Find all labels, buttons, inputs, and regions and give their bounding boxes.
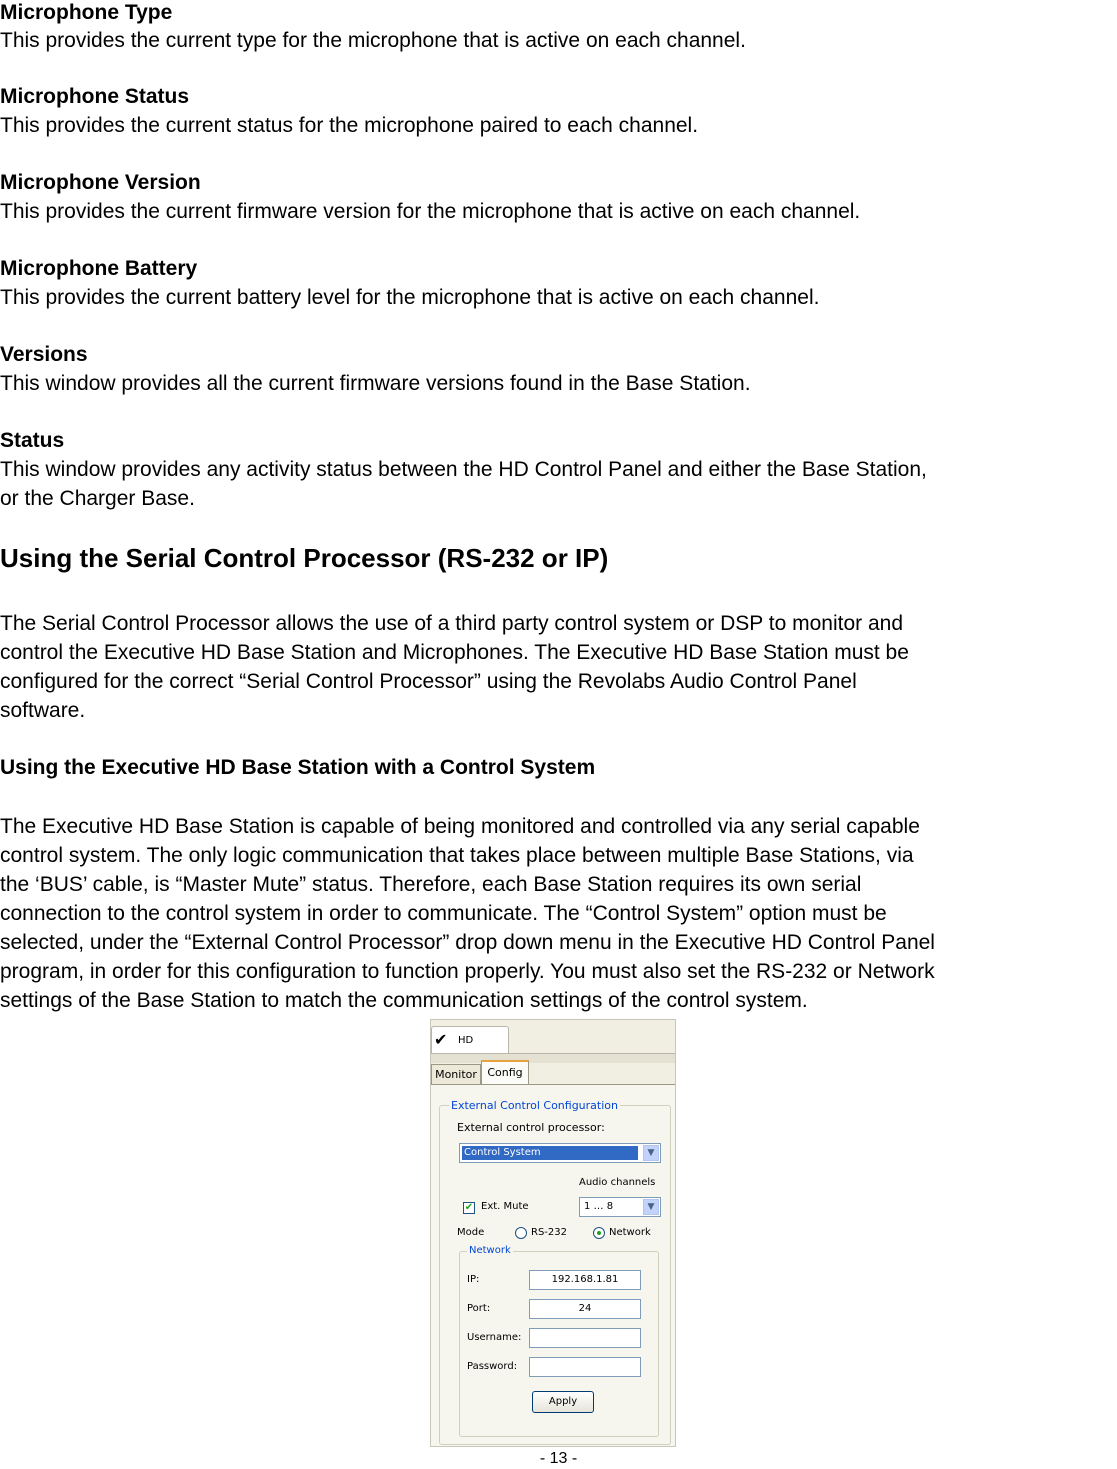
text-microphone-battery: This provides the current battery level for the microphone that is active on each channel.	[0, 286, 820, 309]
processor-select[interactable]	[459, 1143, 661, 1163]
audio-channels-label: Audio channels	[579, 1177, 656, 1188]
text-microphone-type: This provides the current type for the microphone that is active on each channel.	[0, 29, 746, 52]
heading-microphone-type: Microphone Type	[0, 1, 173, 24]
username-label: Username:	[467, 1332, 522, 1343]
apply-button[interactable]: Apply	[532, 1391, 594, 1413]
body-line: settings of the Base Station to match the communication settings of the control system.	[0, 989, 808, 1012]
chevron-down-icon: ▼	[643, 1145, 659, 1161]
tab-strip	[431, 1053, 676, 1063]
mode-label: Mode	[457, 1227, 485, 1238]
processor-value: Control System	[462, 1146, 638, 1160]
heading-microphone-status: Microphone Status	[0, 85, 190, 108]
section-title-serial: Using the Serial Control Processor (RS-232 or IP)	[0, 543, 609, 573]
tab-config[interactable]: Config	[481, 1060, 529, 1084]
checkmark-icon: ✔	[434, 1030, 448, 1049]
audio-channels-select[interactable]	[579, 1197, 661, 1217]
username-input[interactable]	[529, 1328, 641, 1348]
chevron-down-icon: ▼	[643, 1199, 659, 1215]
group-title: External Control Configuration	[451, 1099, 618, 1112]
hd-tab-label: HD	[458, 1035, 474, 1046]
text-versions: This window provides all the current firmware versions found in the Base Station.	[0, 372, 751, 395]
subheading-control-system: Using the Executive HD Base Station with a Control System	[0, 756, 596, 779]
heading-microphone-battery: Microphone Battery	[0, 257, 198, 280]
body-line: connection to the control system in order to communicate. The “Control System” option must be	[0, 902, 887, 925]
text-microphone-status: This provides the current status for the microphone paired to each channel.	[0, 114, 699, 137]
heading-versions: Versions	[0, 343, 88, 366]
body-line: selected, under the “External Control Processor” drop down menu in the Executive HD Control Panel	[0, 931, 935, 954]
processor-label: External control processor:	[457, 1121, 605, 1134]
audio-channels-value: 1 … 8	[584, 1201, 614, 1212]
intro-line: The Serial Control Processor allows the use of a third party control system or DSP to monitor and	[0, 612, 904, 635]
mode-network-label: Network	[609, 1227, 651, 1238]
mode-network-radio[interactable]	[593, 1227, 605, 1239]
port-label: Port:	[467, 1303, 491, 1314]
body-line: the ‘BUS’ cable, is “Master Mute” status. Therefore, each Base Station requires its own serial	[0, 873, 862, 896]
ip-input[interactable]: 192.168.1.81	[529, 1270, 641, 1290]
ip-label: IP:	[467, 1274, 480, 1285]
mode-rs232-radio[interactable]	[515, 1227, 527, 1239]
intro-line: configured for the correct “Serial Control Processor” using the Revolabs Audio Control Panel	[0, 670, 857, 693]
intro-line: control the Executive HD Base Station and Microphones. The Executive HD Base Station must be	[0, 641, 909, 664]
body-line: control system. The only logic communication that takes place between multiple Base Stations, via	[0, 844, 914, 867]
text-status-line: This window provides any activity status between the HD Control Panel and either the Base Station,	[0, 458, 927, 481]
page-number: - 13 -	[539, 1450, 578, 1467]
body-line: The Executive HD Base Station is capable of being monitored and controlled via any serial capable	[0, 815, 920, 838]
ext-mute-checkbox[interactable]: ✔	[464, 1202, 474, 1213]
body-line: program, in order for this configuration to function properly. You must also set the RS-232 or Network	[0, 960, 935, 983]
intro-line: software.	[0, 699, 86, 722]
heading-microphone-version: Microphone Version	[0, 171, 201, 194]
tab-monitor[interactable]: Monitor	[431, 1064, 481, 1084]
mode-rs232-label: RS-232	[531, 1227, 567, 1238]
ext-mute-label: Ext. Mute	[481, 1201, 529, 1212]
text-microphone-version: This provides the current firmware version for the microphone that is active on each channel.	[0, 200, 861, 223]
password-input[interactable]	[529, 1357, 641, 1377]
config-screenshot	[430, 1019, 676, 1447]
port-input[interactable]: 24	[529, 1299, 641, 1319]
network-group-title: Network	[469, 1245, 511, 1256]
password-label: Password:	[467, 1361, 518, 1372]
config-panel	[431, 1084, 676, 1447]
hd-document-tab[interactable]	[431, 1026, 509, 1055]
heading-status: Status	[0, 429, 65, 452]
text-status-line: or the Charger Base.	[0, 487, 195, 510]
